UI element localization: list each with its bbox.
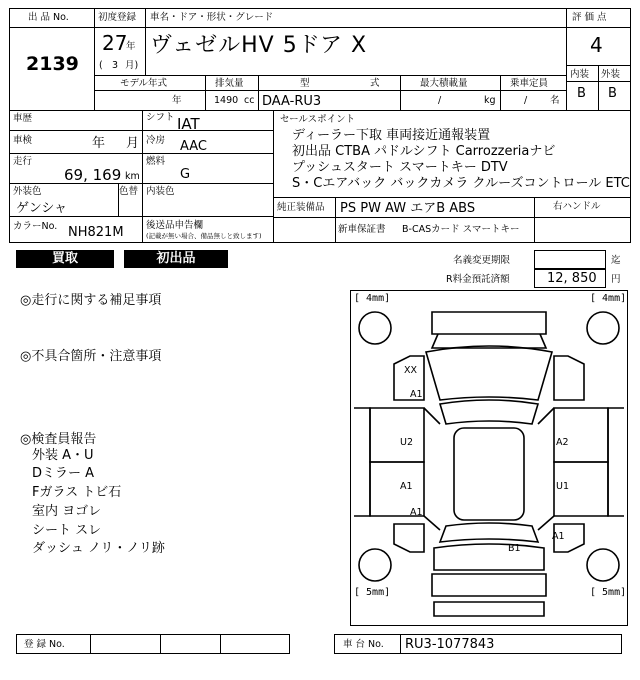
buy-bar: 買取 xyxy=(16,250,114,268)
handle-value: 右ハンドル xyxy=(553,201,601,212)
tire-front-left xyxy=(359,312,391,344)
tire-rear-right xyxy=(587,549,619,581)
damage-mark: B1 xyxy=(508,543,521,554)
grid-line xyxy=(94,27,566,28)
name-change-label: 名義変更期限 xyxy=(453,255,511,266)
grid-line xyxy=(9,27,95,28)
tire-front-right xyxy=(587,312,619,344)
person-unit: 名 xyxy=(550,95,560,106)
ext-color-label: 外装色 xyxy=(13,186,42,197)
shift-value: IAT xyxy=(177,115,200,133)
grid-line xyxy=(145,8,146,75)
warranty-label: 新車保証書 xyxy=(338,224,386,235)
grid-line xyxy=(9,183,273,184)
grid-line xyxy=(9,216,273,217)
lot-label: 出 品 No. xyxy=(28,12,69,23)
grid-line xyxy=(94,8,95,110)
rear-fender-left xyxy=(394,524,424,552)
ac-label: 冷房 xyxy=(146,135,166,146)
grade-label: 評 価 点 xyxy=(572,12,607,23)
exterior-grade: B xyxy=(608,86,617,101)
grid-line xyxy=(205,75,206,110)
model-year-label: モデル年式 xyxy=(120,78,168,89)
tire-rear-left xyxy=(359,549,391,581)
ki-unit: 迄 xyxy=(611,255,621,266)
tire-depth-rear-right: [ 5mm] xyxy=(590,587,627,598)
equipment-label: 純正装備品 xyxy=(277,202,325,213)
grid-line xyxy=(566,8,567,110)
grid-line xyxy=(598,65,599,110)
damage-mark: U1 xyxy=(556,481,569,492)
overall-score: 4 xyxy=(590,33,603,57)
yen-unit: 円 xyxy=(611,274,621,285)
inspector-line: Dミラー A xyxy=(32,466,95,481)
color-no-label: カラーNo. xyxy=(13,221,58,232)
mileage-value: 69, 169 xyxy=(64,166,122,184)
grid-line xyxy=(400,75,401,110)
sales-point-line: プッシュスタート スマートキー DTV xyxy=(292,160,508,175)
load-slash: / xyxy=(438,95,442,106)
roof xyxy=(454,428,524,520)
grid-line xyxy=(142,183,143,243)
grid-line xyxy=(273,217,631,218)
fuel-label: 燃料 xyxy=(146,156,166,167)
cc-unit: cc xyxy=(244,95,255,106)
inspector-line: 室内 ヨゴレ xyxy=(32,504,102,519)
car-name: ヴェゼルHV 5ドア X xyxy=(150,33,368,58)
grid-line xyxy=(273,110,274,243)
grid-line xyxy=(258,75,259,110)
inspector-line: ダッシュ ノリ・ノリ跡 xyxy=(32,541,165,556)
sales-points-label: セールスポイント xyxy=(280,114,356,125)
trunk xyxy=(434,544,544,570)
rear-panel xyxy=(434,602,544,616)
mileage-label: 走行 xyxy=(13,156,33,167)
reg-number-label: 登 録 No. xyxy=(24,639,65,650)
damage-mark: A1 xyxy=(400,481,413,492)
front-door-right xyxy=(554,408,608,462)
inspection-year-unit: 年 xyxy=(92,136,106,151)
windshield xyxy=(440,400,538,424)
grid-line xyxy=(220,634,221,654)
history-label: 車歴 xyxy=(13,113,33,124)
chassis-number-value: RU3-1077843 xyxy=(405,637,495,652)
inspector-report-title: ◎検査員報告 xyxy=(20,432,97,447)
grid-line xyxy=(160,634,161,654)
int-color-label: 内装色 xyxy=(146,186,175,197)
ac-value: AAC xyxy=(180,139,207,154)
front-door-left xyxy=(370,408,424,462)
damage-mark: A1 xyxy=(410,507,423,518)
rear-bumper xyxy=(432,574,546,596)
equipment-value: PS PW AW エアB ABS xyxy=(340,201,476,216)
fuel-value: G xyxy=(180,167,191,182)
grid-line xyxy=(94,90,566,91)
damage-mark: A2 xyxy=(556,437,569,448)
kg-unit: kg xyxy=(484,95,496,106)
lot-number: 2139 xyxy=(26,53,79,75)
warranty-value: B-CASカード スマートキー xyxy=(402,224,520,235)
year-unit: 年 xyxy=(126,41,136,52)
name-label: 車名・ドア・形状・グレード xyxy=(150,12,274,23)
grid-line xyxy=(500,75,501,110)
name-change-box xyxy=(534,250,606,269)
defect-notes-title: ◎不具合箇所・注意事項 xyxy=(20,349,162,364)
model-code: DAA-RU3 xyxy=(262,94,322,109)
first-listing-bar: 初出品 xyxy=(124,250,228,268)
damage-mark: XX xyxy=(404,365,418,376)
interior-grade: B xyxy=(577,86,586,101)
driving-notes-title: ◎走行に関する補足事項 xyxy=(20,293,162,308)
sales-point-line: S・Cエアバック バックカメラ クルーズコントロール ETC xyxy=(292,176,630,191)
tire-depth-front-left: [ 4mm] xyxy=(354,293,391,304)
first-reg-year: 27 xyxy=(102,31,128,55)
damage-mark: A1 xyxy=(410,389,423,400)
recycle-label: R料金預託済額 xyxy=(446,274,510,285)
capacity-slash: / xyxy=(524,95,528,106)
inspection-month-unit: 月 xyxy=(126,136,140,151)
hood xyxy=(426,346,552,400)
color-no-value: NH821M xyxy=(68,225,124,240)
grid-line xyxy=(400,634,401,654)
grid-line xyxy=(142,110,143,183)
max-load-label: 最大積載量 xyxy=(420,78,468,89)
recycle-amount: 12, 850 xyxy=(547,271,597,286)
tire-depth-front-right: [ 4mm] xyxy=(590,293,627,304)
grid-line xyxy=(94,75,566,76)
inspection-label: 車検 xyxy=(13,135,33,146)
damage-mark: U2 xyxy=(400,437,413,448)
mileage-unit: km xyxy=(125,171,140,182)
ext-color-value: ゲンシャ xyxy=(16,201,68,216)
grid-line xyxy=(9,130,273,131)
chassis-number-label: 車 台 No. xyxy=(343,639,384,650)
month-unit: 月) xyxy=(125,60,139,71)
first-reg-month: 3 xyxy=(112,60,119,71)
displacement-value: 1490 xyxy=(214,95,239,106)
skirt-right xyxy=(608,408,624,516)
sales-point-line: 初出品 CTBA パドルシフト Carrozzeriaナビ xyxy=(292,144,556,159)
inspector-line: 外装 A・U xyxy=(32,448,94,463)
grid-line xyxy=(90,634,91,654)
inspector-line: シート スレ xyxy=(32,523,102,538)
type-label-1: 型 xyxy=(300,78,310,89)
tire-depth-rear-left: [ 5mm] xyxy=(354,587,391,598)
grid-line xyxy=(566,27,631,28)
front-fender-right xyxy=(554,356,584,400)
grid-line xyxy=(9,110,631,111)
sales-point-line: ディーラー下取 車両接近通報装置 xyxy=(292,128,491,143)
front-bumper xyxy=(432,312,546,334)
inspector-line: Fガラス トビ石 xyxy=(32,485,122,500)
month-paren: ( xyxy=(99,60,103,71)
shift-label: シフト xyxy=(146,112,175,123)
skirt-left xyxy=(354,408,370,516)
grid-line xyxy=(273,197,631,198)
post-install-label: 後送品申告欄 xyxy=(146,220,204,231)
interior-label: 内装 xyxy=(570,69,590,80)
post-install-note: (記載が無い場合、備品無しと致します) xyxy=(146,232,262,240)
rear-window xyxy=(440,523,538,542)
car-diagram xyxy=(350,290,628,626)
first-reg-label: 初度登録 xyxy=(98,12,137,23)
exterior-label: 外装 xyxy=(601,69,621,80)
damage-mark: A1 xyxy=(552,531,565,542)
model-year-unit: 年 xyxy=(172,95,182,106)
capacity-label: 乗車定員 xyxy=(510,78,549,89)
grid-line xyxy=(9,153,273,154)
color-code-label: 色替 xyxy=(119,186,139,197)
type-label-2: 式 xyxy=(370,78,380,89)
displacement-label: 排気量 xyxy=(215,78,244,89)
grid-line xyxy=(534,197,535,243)
grid-line xyxy=(335,197,336,243)
